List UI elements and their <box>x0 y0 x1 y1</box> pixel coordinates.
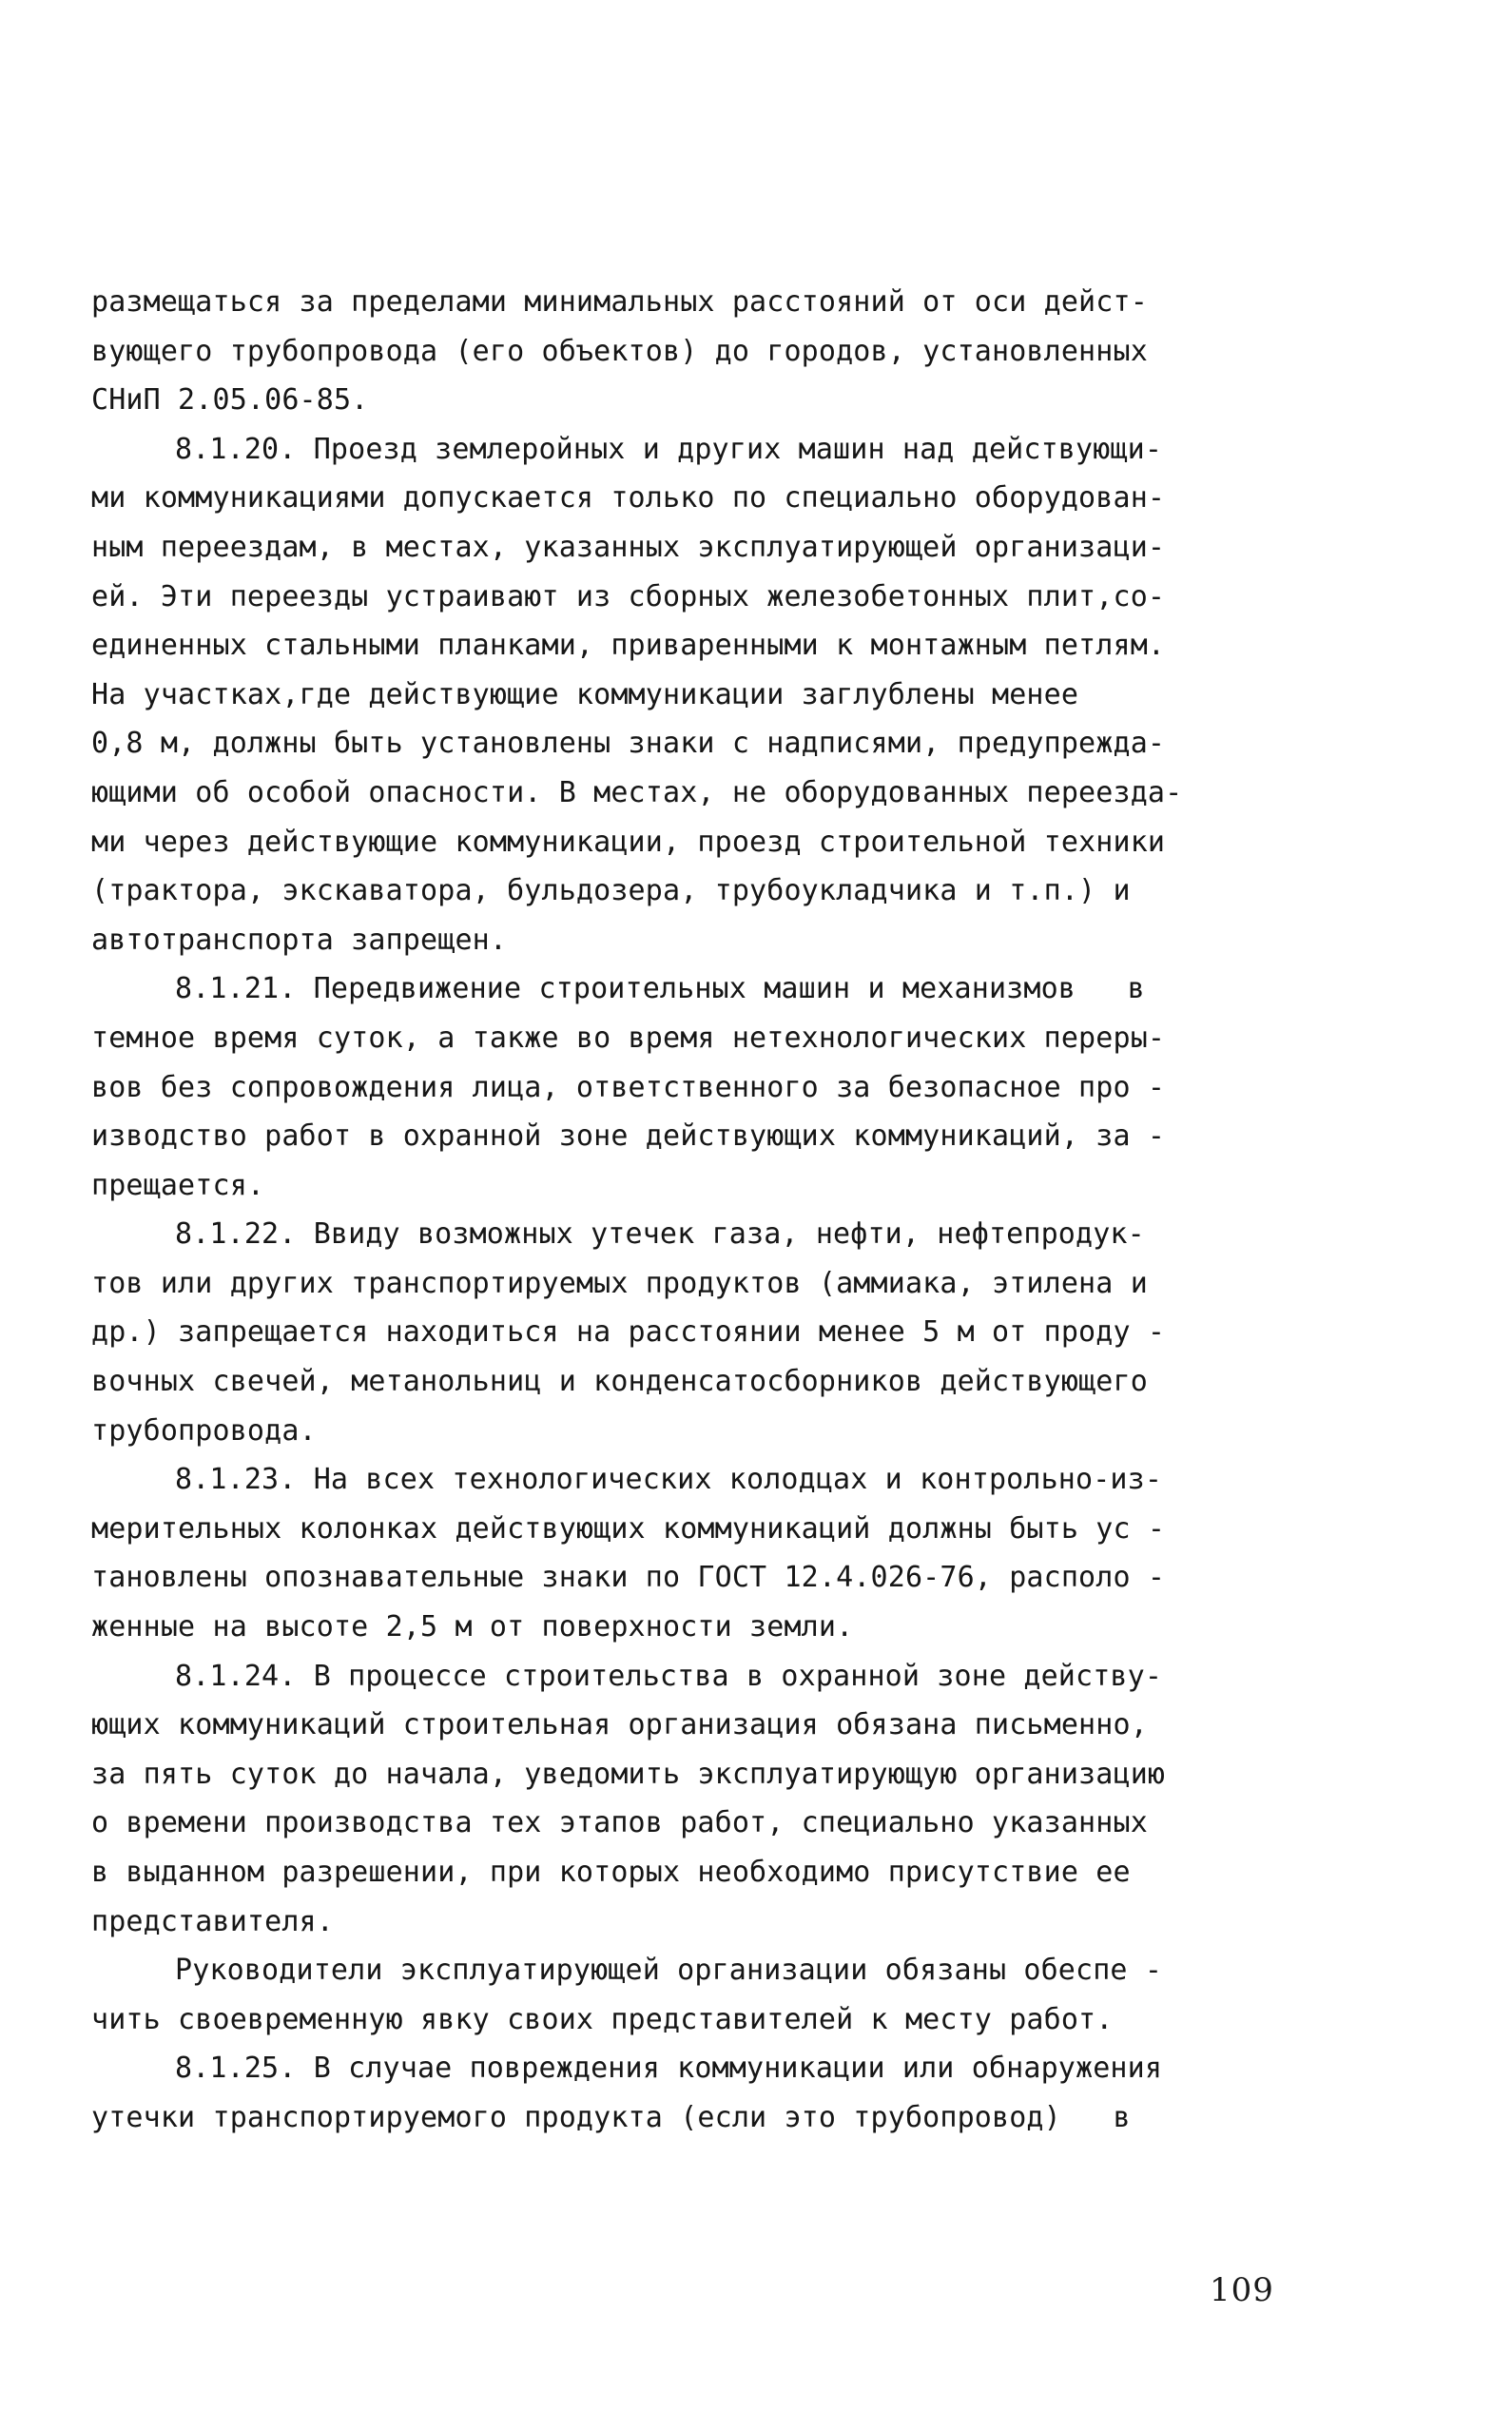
text-line: 0,8 м, должны быть установлены знаки с надписями, предупрежда- <box>91 727 1166 761</box>
text-line: 8.1.21. Передвижение строительных машин и механизмов в <box>175 972 1145 1006</box>
text-line: чить своевременную явку своих представителей к месту работ. <box>91 2002 1114 2036</box>
text-line: Руководители эксплуатирующей организации обязаны обеспе - <box>175 1954 1163 1988</box>
text-line: женные на высоте 2,5 м от поверхности земли. <box>91 1610 854 1644</box>
text-line: ей. Эти переезды устраивают из сборных железобетонных плит,со- <box>91 579 1166 613</box>
text-line: ми коммуникациями допускается только по специально оборудован- <box>91 481 1166 515</box>
text-line: темное время суток, а также во время нетехнологических переры- <box>91 1021 1166 1055</box>
text-line: представителя. <box>91 1904 334 1938</box>
text-line: прещается. <box>91 1168 265 1202</box>
body-text <box>91 278 1289 2143</box>
text-line: тановлены опознавательные знаки по ГОСТ 12.4.026-76, располо - <box>91 1561 1166 1595</box>
text-line: изводство работ в охранной зоне действующих коммуникаций, за - <box>91 1119 1166 1154</box>
text-line: трубопровода. <box>91 1413 317 1448</box>
text-line: 8.1.20. Проезд землеройных и других машин над действующи- <box>175 432 1163 466</box>
text-line: ющих коммуникаций строительная организация обязана письменно, <box>91 1708 1148 1742</box>
text-line: вов без сопровождения лица, ответственного за безопасное про - <box>91 1070 1166 1104</box>
text-line: мерительных колонках действующих коммуникаций должны быть ус - <box>91 1511 1166 1546</box>
text-line: 8.1.22. Ввиду возможных утечек газа, нефти, нефтепродук- <box>175 1217 1145 1252</box>
text-line: вочных свечей, метанольниц и конденсатосборников действующего <box>91 1365 1148 1399</box>
text-line: ми через действующие коммуникации, проезд строительной техники <box>91 825 1166 859</box>
text-line: ным переездам, в местах, указанных эксплуатирующей организаци- <box>91 530 1166 564</box>
text-line: 8.1.23. На всех технологических колодцах и контрольно-из- <box>175 1463 1163 1497</box>
text-line: (трактора, экскаватора, бульдозера, трубоукладчика и т.п.) и <box>91 874 1131 908</box>
text-line: о времени производства тех этапов работ, специально указанных <box>91 1806 1148 1840</box>
text-line: На участках,где действующие коммуникации заглублены менее <box>91 677 1079 711</box>
text-line: вующего трубопровода (его объектов) до городов, установленных <box>91 334 1148 368</box>
text-line: единенных стальными планками, приваренными к монтажным петлям. <box>91 629 1166 663</box>
text-line: др.) запрещается находиться на расстоянии менее 5 м от проду - <box>91 1315 1166 1350</box>
text-line: ющими об особой опасности. В местах, не оборудованных переезда- <box>91 775 1183 809</box>
text-line: утечки транспортируемого продукта (если это трубопровод) в <box>91 2100 1131 2134</box>
text-line: СНиП 2.05.06-85. <box>91 383 369 418</box>
text-line: 8.1.24. В процессе строительства в охранной зоне действу- <box>175 1659 1163 1693</box>
text-line: размещаться за пределами минимальных расстояний от оси дейст- <box>91 285 1148 319</box>
text-line: 8.1.25. В случае повреждения коммуникации или обнаружения <box>175 2052 1163 2086</box>
text-line: автотранспорта запрещен. <box>91 923 508 957</box>
page-number: 109 <box>1210 2271 1274 2309</box>
text-line: в выданном разрешении, при которых необходимо присутствие ее <box>91 1856 1131 1889</box>
text-line: за пять суток до начала, уведомить эксплуатирующую организацию <box>91 1757 1166 1791</box>
text-line: тов или других транспортируемых продуктов (аммиака, этилена и <box>91 1266 1148 1300</box>
